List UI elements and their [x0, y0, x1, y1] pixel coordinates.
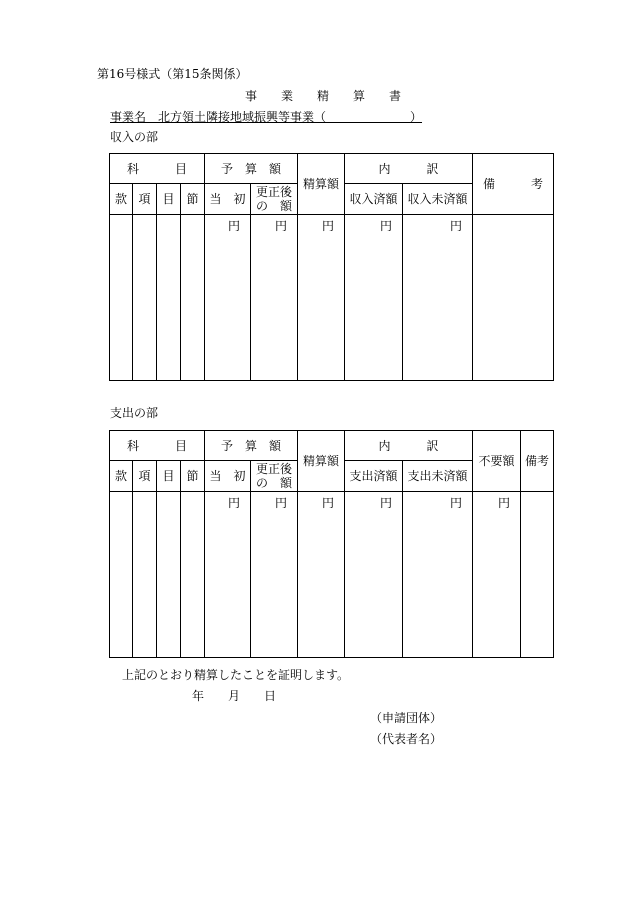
expense-sub-kouseigo-line2: の 額 [256, 476, 293, 490]
income-header-biko: 備 考 [473, 154, 554, 215]
income-cell-kan [110, 215, 133, 381]
expense-header-yosangaku: 予 算 額 [205, 431, 298, 461]
income-header-kamoku: 科 目 [110, 154, 205, 184]
expense-sub-tousho: 当 初 [205, 461, 251, 492]
income-sub-moku: 目 [157, 184, 181, 215]
income-header-seisangaku: 精算額 [298, 154, 345, 215]
expense-header-fuyougaku: 不要額 [473, 431, 521, 492]
expense-section-label: 支出の部 [110, 406, 159, 420]
expense-header-kamoku: 科 目 [110, 431, 205, 461]
income-cell-sumi: 円 [345, 215, 403, 381]
expense-header-seisangaku: 精算額 [298, 431, 345, 492]
representative-label: （代表者名） [370, 732, 443, 746]
document-title: 事 業 精 算 書 [245, 89, 402, 103]
income-cell-setsu [181, 215, 205, 381]
project-name-line: 事業名 北方領土隣接地域振興等事業（ ） [110, 110, 423, 124]
income-sub-kouseigo [251, 184, 298, 215]
expense-cell-tousho: 円 [205, 492, 251, 658]
expense-cell-setsu [181, 492, 205, 658]
income-cell-kouseigo: 円 [251, 215, 298, 381]
income-sub-kouseigo-line2: の 額 [256, 199, 293, 213]
income-sub-tousho: 当 初 [205, 184, 251, 215]
expense-sub-kan: 款 [110, 461, 133, 492]
income-sub-kouseigo-line1: 更正後 [256, 185, 293, 199]
expense-cell-seisangaku: 円 [298, 492, 345, 658]
expense-cell-kouseigo: 円 [251, 492, 298, 658]
expense-sub-kou: 項 [133, 461, 157, 492]
income-sub-kou: 項 [133, 184, 157, 215]
form-number: 第16号様式（第15条関係） [97, 67, 248, 81]
income-cell-kou [133, 215, 157, 381]
income-cell-misumi: 円 [403, 215, 473, 381]
expense-cell-fuyougaku: 円 [473, 492, 521, 658]
income-cell-seisangaku: 円 [298, 215, 345, 381]
expense-sub-moku: 目 [157, 461, 181, 492]
expense-cell-kou [133, 492, 157, 658]
income-table [109, 153, 554, 381]
expense-cell-misumi: 円 [403, 492, 473, 658]
applicant-label: （申請団体） [370, 711, 443, 725]
certification-statement: 上記のとおり精算したことを証明します。 [122, 668, 350, 682]
expense-cell-moku [157, 492, 181, 658]
income-cell-tousho: 円 [205, 215, 251, 381]
expense-cell-kan [110, 492, 133, 658]
expense-sub-sumi: 支出済額 [345, 461, 403, 492]
income-sub-sumi: 収入済額 [345, 184, 403, 215]
income-cell-biko [473, 215, 554, 381]
income-sub-setsu: 節 [181, 184, 205, 215]
expense-cell-sumi: 円 [345, 492, 403, 658]
expense-sub-kouseigo [251, 461, 298, 492]
expense-sub-setsu: 節 [181, 461, 205, 492]
income-sub-kan: 款 [110, 184, 133, 215]
expense-sub-misumi: 支出未済額 [403, 461, 473, 492]
expense-header-biko: 備考 [521, 431, 554, 492]
date-line: 年 月 日 [192, 689, 277, 703]
expense-cell-biko [521, 492, 554, 658]
expense-sub-kouseigo-line1: 更正後 [256, 462, 293, 476]
income-header-uchiwake: 内 訳 [345, 154, 473, 184]
income-cell-moku [157, 215, 181, 381]
expense-table [109, 430, 554, 658]
income-section-label: 収入の部 [110, 130, 159, 144]
income-sub-misumi: 収入未済額 [403, 184, 473, 215]
income-header-yosangaku: 予 算 額 [205, 154, 298, 184]
expense-header-uchiwake: 内 訳 [345, 431, 473, 461]
